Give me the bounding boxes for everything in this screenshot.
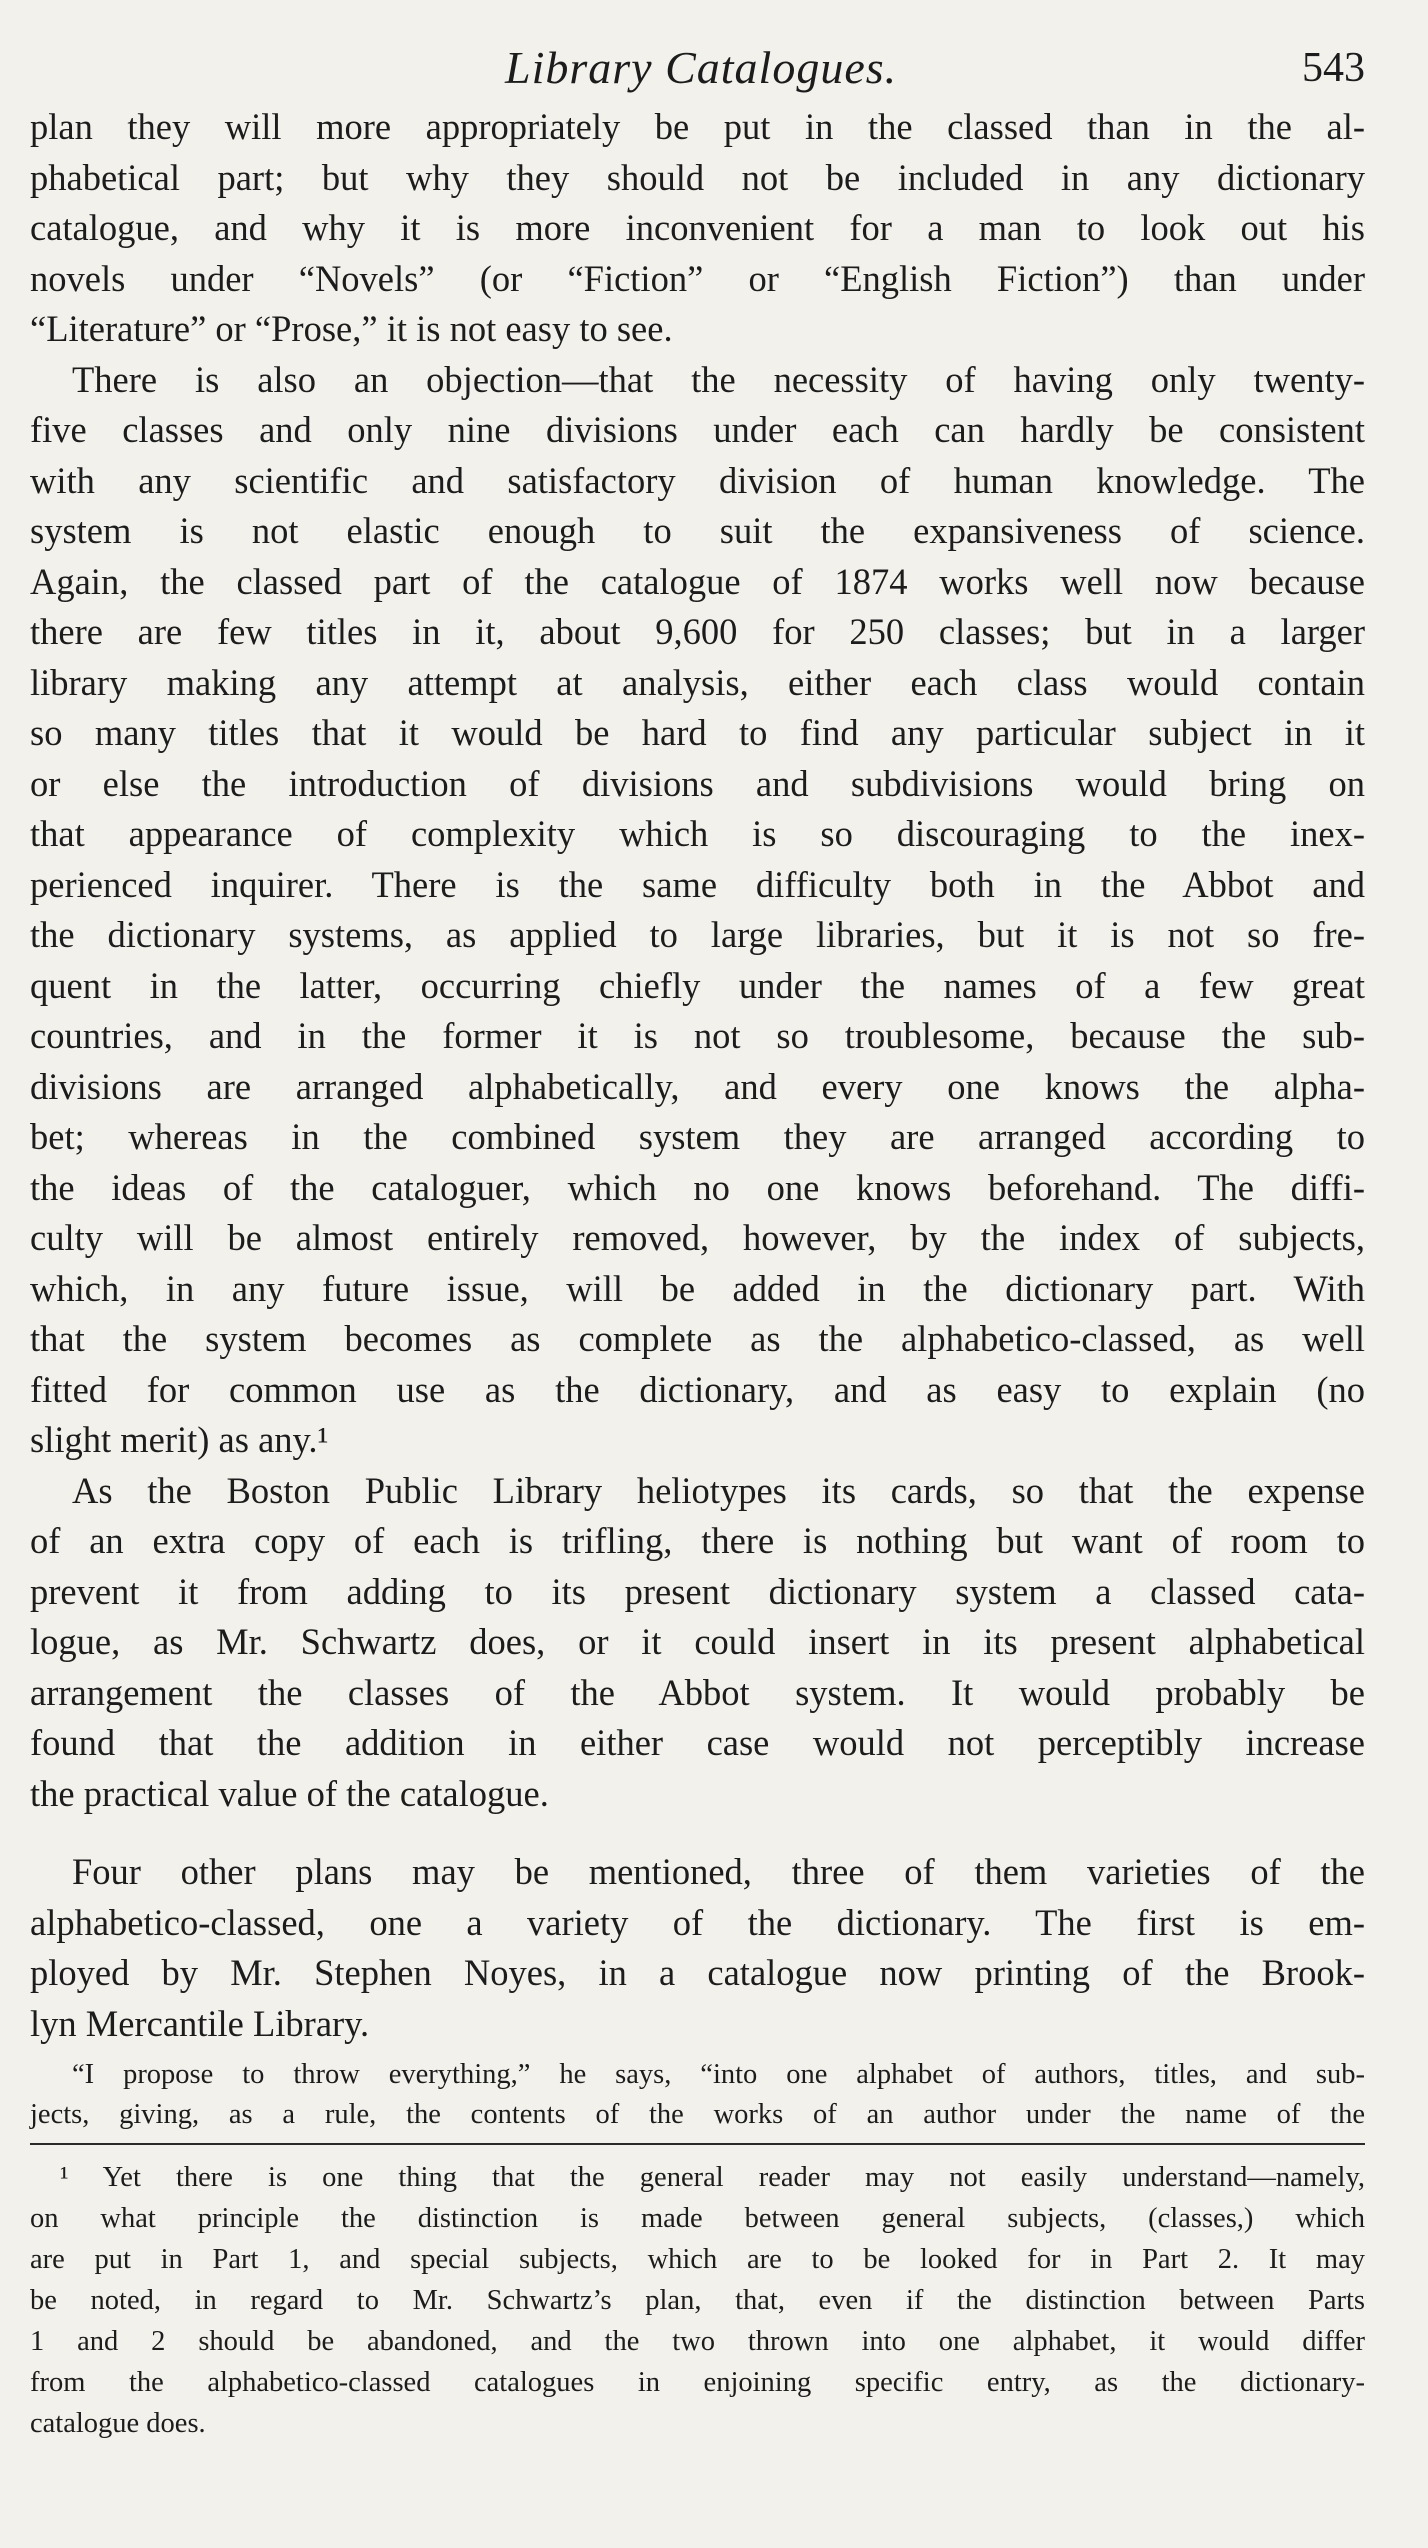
- text-line: library making any attempt at analysis, either each class would contain: [30, 661, 1365, 703]
- text-line: phabetical part; but why they should not be included in any dictionary: [30, 156, 1365, 198]
- text-line: countries, and in the former it is not so troublesome, because the sub-: [30, 1015, 1365, 1056]
- text-line: culty will be almost entirely removed, however, by the index of subjects,: [30, 1217, 1365, 1258]
- text-line: that appearance of complexity which is so discouraging to the inex-: [30, 813, 1365, 854]
- paragraph-other-plans: [30, 1847, 1365, 2049]
- text-line: prevent it from adding to its present dictionary system a classed cata-: [30, 1570, 1365, 1612]
- text-line: so many titles that it would be hard to find any particular subject in it: [30, 712, 1365, 753]
- running-head: [30, 38, 1365, 102]
- text-line: alphabetico-classed, one a variety of the dictionary. The first is em-: [30, 1901, 1365, 1943]
- text-line: which, in any future issue, will be added in the dictionary part. With: [30, 1267, 1365, 1309]
- text-line: the ideas of the cataloguer, which no one knows beforehand. The diffi-: [30, 1166, 1365, 1208]
- footnote-line: on what principle the distinction is made between general subjects, (classes,) which: [30, 2203, 1365, 2234]
- footnote: [30, 2157, 1365, 2444]
- quote-line: jects, giving, as a rule, the contents of the works of an author under the name of the: [30, 2099, 1365, 2130]
- text-line: system is not elastic enough to suit the expansiveness of science.: [30, 510, 1365, 551]
- text-line: there are few titles in it, about 9,600 for 250 classes; but in a larger: [30, 611, 1365, 652]
- paragraph-boston: [30, 1466, 1365, 1820]
- text-line: bet; whereas in the combined system they are arranged according to: [30, 1116, 1365, 1157]
- text-line: quent in the latter, occurring chiefly under the names of a few great: [30, 964, 1365, 1006]
- paragraph-continuation: [30, 102, 1365, 355]
- text-line: novels under “Novels” (or “Fiction” or “English Fiction”) than under: [30, 257, 1365, 299]
- text-line: plan they will more appropriately be put in the classed than in the al-: [30, 106, 1365, 147]
- page-number: 543: [1302, 45, 1365, 91]
- text-line: with any scientific and satisfactory division of human knowledge. The: [30, 459, 1365, 501]
- text-line: ployed by Mr. Stephen Noyes, in a catalogue now printing of the Brook-: [30, 1952, 1365, 1993]
- footnote-line: ¹ Yet there is one thing that the general reader may not easily understand—namely,: [60, 2162, 1365, 2193]
- running-title: Library Catalogues.: [505, 42, 898, 93]
- text-line: the dictionary systems, as applied to large libraries, but it is not so fre-: [30, 914, 1365, 955]
- text-line: of an extra copy of each is trifling, there is nothing but want of room to: [30, 1520, 1365, 1561]
- block-quote: [30, 2055, 1365, 2135]
- text-line: slight merit) as any.¹: [30, 1419, 329, 1460]
- text-line: As the Boston Public Library heliotypes its cards, so that the expense: [72, 1469, 1365, 1511]
- footnote-line: 1 and 2 should be abandoned, and the two thrown into one alphabet, it would differ: [30, 2326, 1365, 2357]
- text-line: fitted for common use as the dictionary, and as easy to explain (no: [30, 1368, 1365, 1410]
- text-line: divisions are arranged alphabetically, and every one knows the alpha-: [30, 1065, 1365, 1107]
- book-page: [30, 38, 1365, 2444]
- text-line: logue, as Mr. Schwartz does, or it could insert in its present alphabetical: [30, 1621, 1365, 1662]
- paragraph-objection: [30, 355, 1365, 1466]
- text-line: lyn Mercantile Library.: [30, 2002, 370, 2044]
- text-line: the practical value of the catalogue.: [30, 1772, 549, 1814]
- text-line: arrangement the classes of the Abbot system. It would probably be: [30, 1671, 1365, 1713]
- paragraph-gap: [30, 1819, 1365, 1847]
- text-line: found that the addition in either case would not perceptibly increase: [30, 1722, 1365, 1763]
- quote-line: “I propose to throw everything,” he says, “into one alphabet of authors, titles, and sub-: [72, 2059, 1365, 2090]
- text-line: There is also an objection—that the necessity of having only twenty-: [72, 358, 1365, 400]
- footnote-line: are put in Part 1, and special subjects, which are to be looked for in Part 2. It may: [30, 2244, 1365, 2275]
- text-line: Again, the classed part of the catalogue of 1874 works well now because: [30, 560, 1365, 602]
- text-line: catalogue, and why it is more inconvenient for a man to look out his: [30, 207, 1365, 248]
- text-line: “Literature” or “Prose,” it is not easy to see.: [30, 308, 673, 349]
- text-line: Four other plans may be mentioned, three of them varieties of the: [72, 1851, 1365, 1892]
- text-line: perienced inquirer. There is the same difficulty both in the Abbot and: [30, 863, 1365, 905]
- footnote-line: from the alphabetico-classed catalogues in enjoining specific entry, as the dictionary-: [30, 2367, 1365, 2398]
- footnote-line: be noted, in regard to Mr. Schwartz’s plan, that, even if the distinction between Parts: [30, 2285, 1365, 2316]
- footnote-line: catalogue does.: [30, 2408, 206, 2439]
- text-line: or else the introduction of divisions and subdivisions would bring on: [30, 762, 1365, 804]
- text-line: five classes and only nine divisions under each can hardly be consistent: [30, 409, 1365, 450]
- footnote-divider: [30, 2143, 1365, 2145]
- text-line: that the system becomes as complete as the alphabetico-classed, as well: [30, 1318, 1365, 1359]
